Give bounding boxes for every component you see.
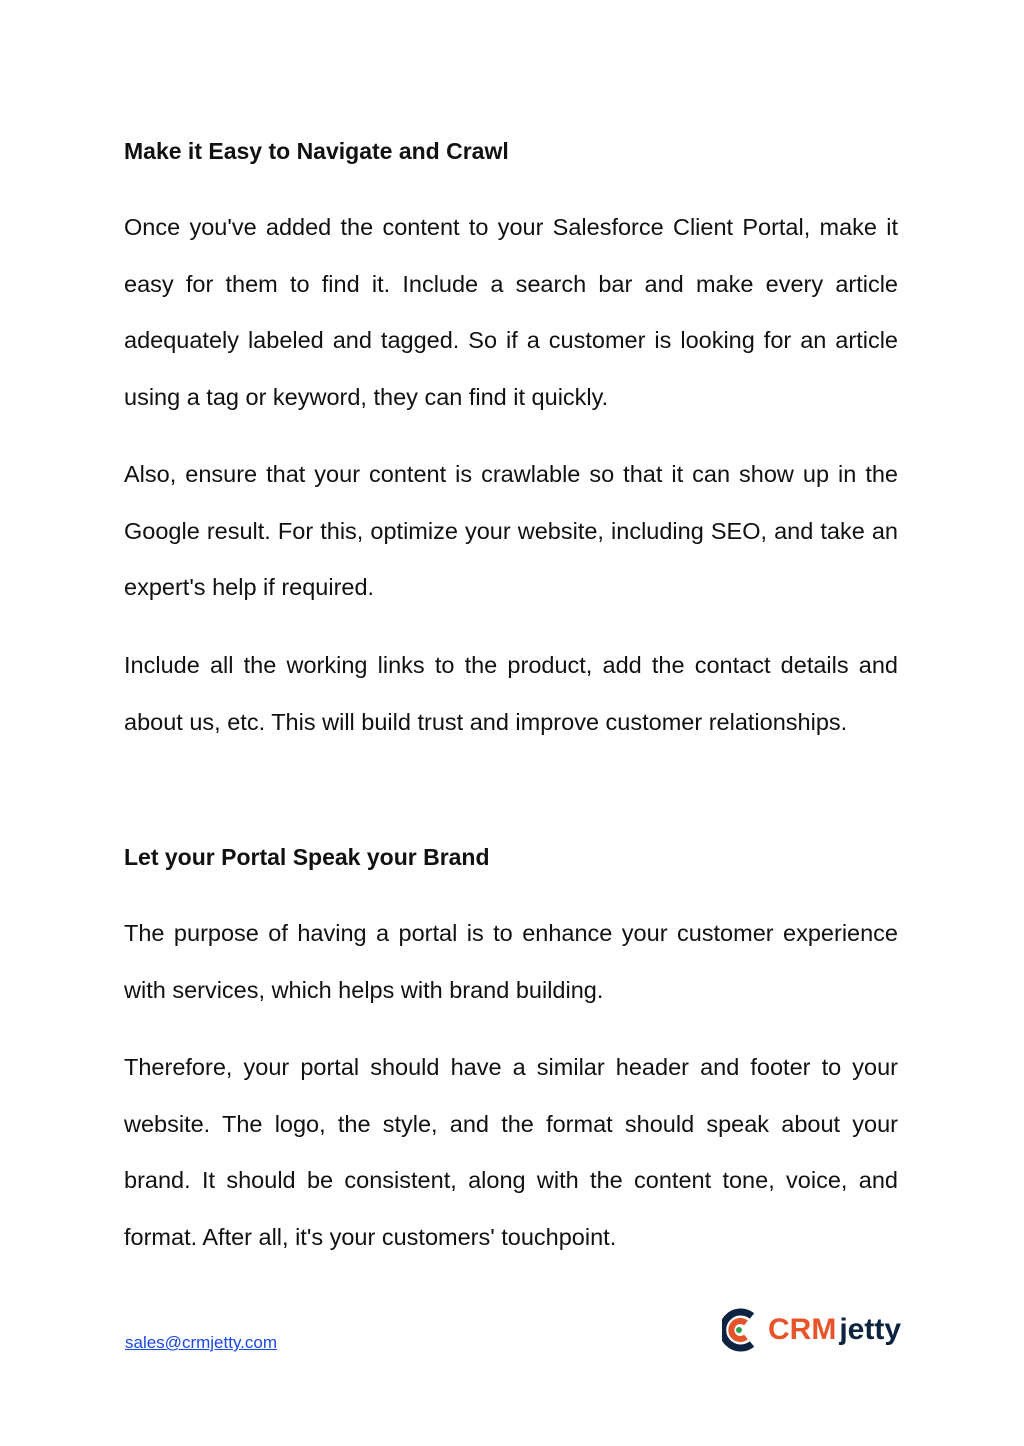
logo-crm-text: CRM [768,1313,837,1346]
paragraph-portal-purpose: The purpose of having a portal is to enhance your customer experience with services, which helps with brand building. [124,920,898,1003]
paragraph-navigate-search: Once you've added the content to your Salesforce Client Portal, make it easy for them to find it. Include a search bar and make every article adequately labeled and tagged. So if a customer is looking for an article using a tag or keyword, they can find it quickly. [124,214,898,410]
paragraph-working-links: Include all the working links to the product, add the contact details and about us, etc. This will build trust and improve customer relationships. [124,652,898,735]
section-heading-navigate: Make it Easy to Navigate and Crawl [124,138,509,164]
section-heading-brand: Let your Portal Speak your Brand [124,844,490,870]
crmjetty-logo [722,1305,901,1355]
paragraph-crawlable: Also, ensure that your content is crawlable so that it can show up in the Google result. For this, optimize your website, including SEO, and take an expert's help if required. [124,461,898,601]
email-link[interactable]: sales@crmjetty.com [125,1333,278,1352]
paragraph-header-footer: Therefore, your portal should have a similar header and footer to your website. The logo, the style, and the format should speak about your brand. It should be consistent, along with the content tone, voice, and format. After all, it's your customers' touchpoint. [124,1054,898,1250]
logo-jetty-text: jetty [839,1313,902,1346]
logo-wordmark [768,1305,901,1355]
crmjetty-logo-icon [722,1308,760,1352]
